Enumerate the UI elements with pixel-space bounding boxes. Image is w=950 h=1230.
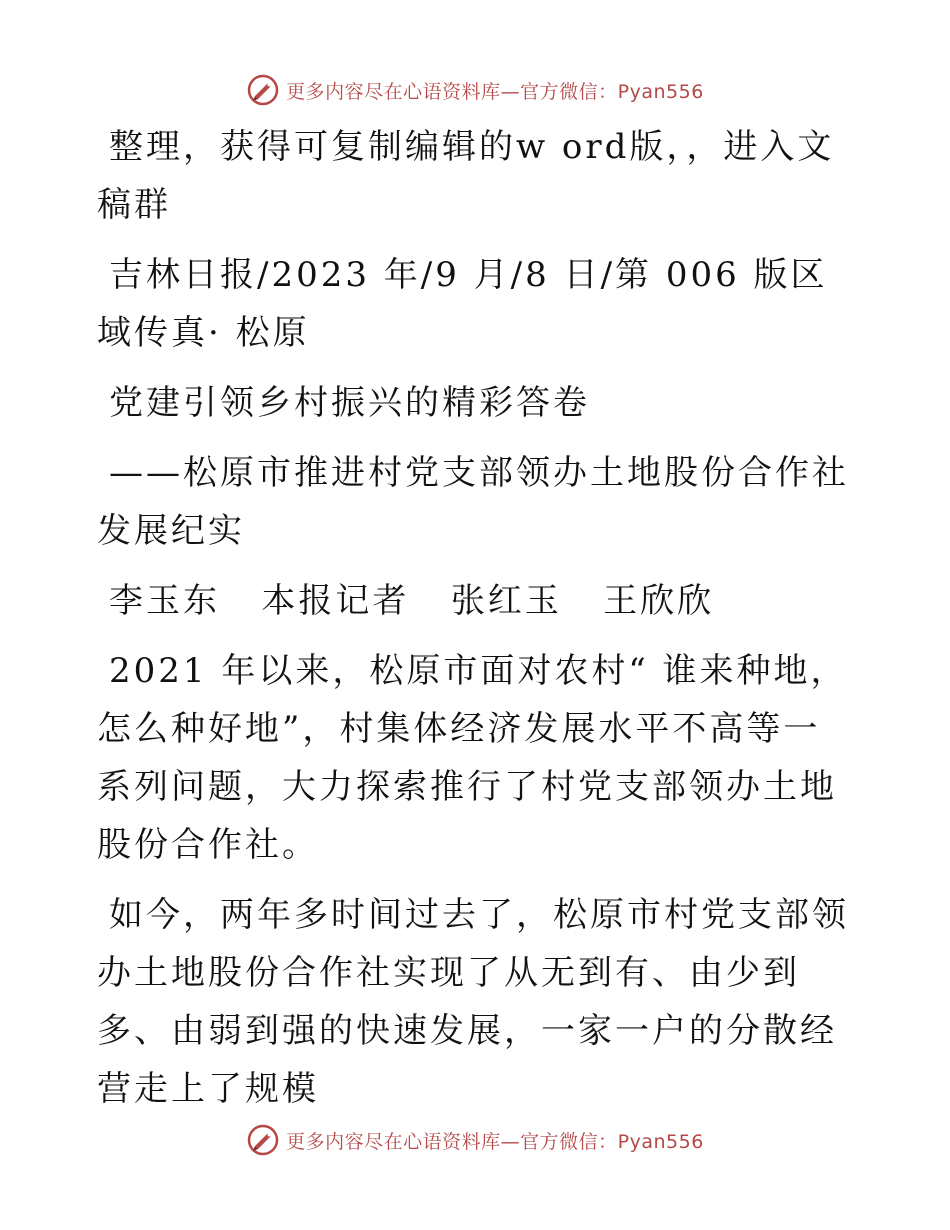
footer-watermark-text: 更多内容尽在心语资料库—官方微信：Pyan556 bbox=[286, 1130, 704, 1153]
footer-watermark-banner bbox=[0, 1120, 950, 1160]
source-line: 吉林日报/2023 年/9 月/8 日/第 006 版区域传真· 松原 bbox=[97, 255, 828, 353]
byline: 李玉东 本报记者 张红玉 王欣欣 bbox=[109, 581, 715, 621]
pen-seal-logo-icon bbox=[246, 1123, 280, 1157]
header-watermark-banner bbox=[0, 70, 950, 110]
article-title: 党建引领乡村振兴的精彩答卷 bbox=[109, 383, 590, 423]
document-body bbox=[97, 118, 857, 1118]
body-paragraph: 2021 年以来，松原市面对农村“ 谁来种地，怎么种好地”，村集体经济发展水平不高等一系列问题，大力探索推行了村党支部领办土地股份合作社。 bbox=[97, 651, 848, 865]
notice-line: 整理，获得可复制编辑的w ord版，，进入文稿群 bbox=[97, 127, 835, 225]
body-paragraph: 如今，两年多时间过去了，松原市村党支部领办土地股份合作社实现了从无到有、由少到多、由弱到强的快速发展，一家一户的分散经营走上了规模 bbox=[97, 895, 849, 1109]
header-watermark-text: 更多内容尽在心语资料库—官方微信：Pyan556 bbox=[286, 80, 704, 103]
pen-seal-logo-icon bbox=[246, 73, 280, 107]
article-subtitle: ——松原市推进村党支部领办土地股份合作社发展纪实 bbox=[97, 453, 849, 551]
